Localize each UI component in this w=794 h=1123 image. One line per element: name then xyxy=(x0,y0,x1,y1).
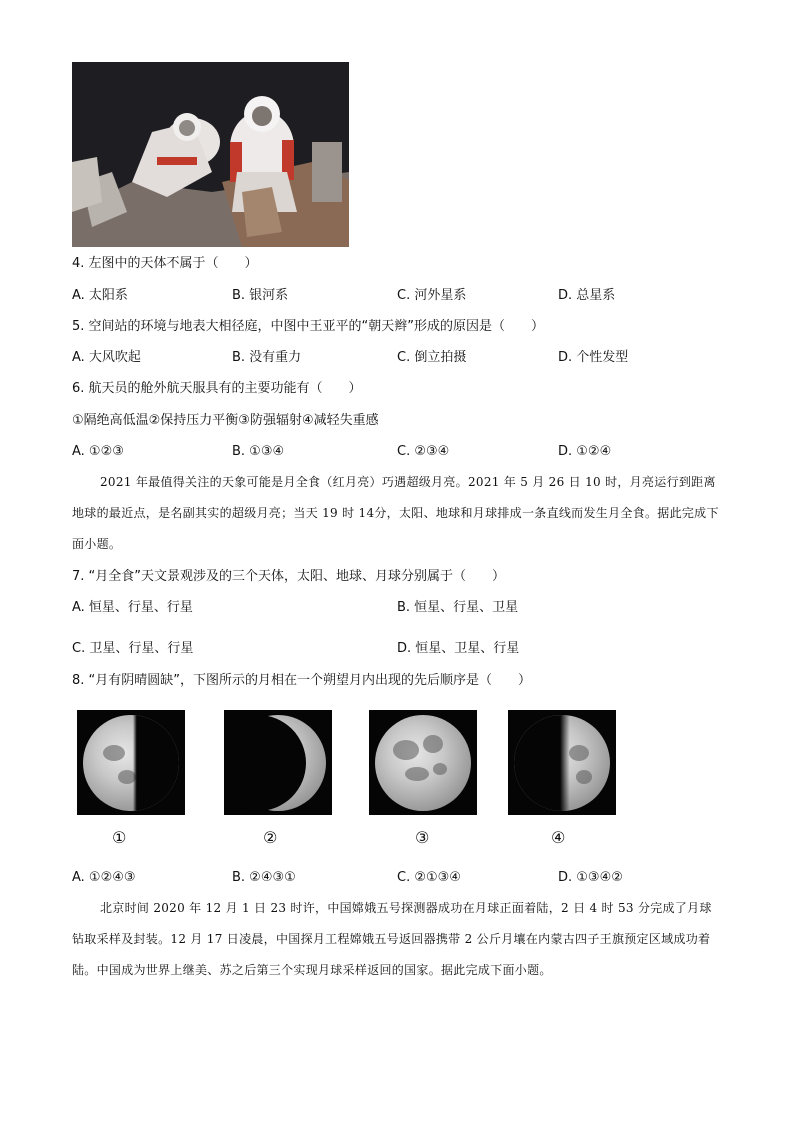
moon-label-1: ① xyxy=(112,828,127,847)
moon-label-3: ③ xyxy=(415,828,430,847)
q5-option-b: B. 没有重力 xyxy=(232,350,302,365)
moon-phase-4-shadow xyxy=(514,715,610,811)
moon-phase-1-shadow xyxy=(83,715,179,811)
question-8: 8. “月有阴晴圆缺”，下图所示的月相在一个朔望月内出现的先后顺序是（ ） xyxy=(72,673,532,688)
astronaut-illustration xyxy=(72,62,349,247)
moon-label-2: ② xyxy=(263,828,278,847)
astronaut-photo xyxy=(72,62,349,247)
moon-phase-3-image xyxy=(369,710,477,815)
q4-option-c: C. 河外星系 xyxy=(397,288,467,303)
q5-option-c: C. 倒立拍摄 xyxy=(397,350,467,365)
q6-statement: ①隔绝高低温②保持压力平衡③防强辐射④减轻失重感 xyxy=(72,413,379,428)
q8-option-b: B. ②④③① xyxy=(232,870,296,885)
q6-option-a: A. ①②③ xyxy=(72,444,124,459)
q8-option-a: A. ①②④③ xyxy=(72,870,136,885)
q7-option-c: C. 卫星、行星、行星 xyxy=(72,641,194,656)
q4-option-b: B. 银河系 xyxy=(232,288,289,303)
question-4: 4. 左图中的天体不属于（ ） xyxy=(72,256,258,271)
q4-option-a: A. 太阳系 xyxy=(72,288,128,303)
question-7: 7. “月全食”天文景观涉及的三个天体，太阳、地球、月球分别属于（ ） xyxy=(72,569,506,584)
q6-option-d: D. ①②④ xyxy=(558,444,612,459)
moon-label-4: ④ xyxy=(551,828,566,847)
q5-option-a: A. 大风吹起 xyxy=(72,350,141,365)
q4-option-d: D. 总星系 xyxy=(558,288,616,303)
question-6: 6. 航天员的舱外航天服具有的主要功能有（ ） xyxy=(72,381,362,396)
passage-change5: 北京时间 2020 年 12 月 1 日 23 时许，中国嫦娥五号探测器成功在月球正面着陆，2 日 4 时 53 分完成了月球钻取采样及封装。12 月 17 日凌晨，中国探月工程嫦娥五号返回器携带 2 公斤月壤在内蒙古四子王旗预定区域成功着陆。中国成为世界上继美、苏之后第三个实现月球采样返回的国家。据此完成下面小题。 xyxy=(72,901,712,977)
moon-phase-1-image xyxy=(77,710,185,815)
q7-option-b: B. 恒星、行星、卫星 xyxy=(397,600,519,615)
question-5: 5. 空间站的环境与地表大相径庭，中图中王亚平的“朝天辫”形成的原因是（ ） xyxy=(72,319,545,334)
q8-option-c: C. ②①③④ xyxy=(397,870,461,885)
passage-supermoon: 2021 年最值得关注的天象可能是月全食（红月亮）巧遇超级月亮。2021 年 5 月 26 日 10 时，月亮运行到距离地球的最近点，是名副其实的超级月亮；当天 19 时 14分，太阳、地球和月球排成一条直线而发生月全食。据此完成下面小题。 xyxy=(72,475,719,551)
q5-option-d: D. 个性发型 xyxy=(558,350,629,365)
q6-option-c: C. ②③④ xyxy=(397,444,450,459)
moon-phase-2-image xyxy=(224,710,332,815)
q6-option-b: B. ①③④ xyxy=(232,444,285,459)
moon-phase-4-image xyxy=(508,710,616,815)
moon-phase-3-disc xyxy=(375,715,471,811)
q8-option-d: D. ①③④② xyxy=(558,870,623,885)
q7-option-a: A. 恒星、行星、行星 xyxy=(72,600,193,615)
q7-option-d: D. 恒星、卫星、行星 xyxy=(397,641,520,656)
